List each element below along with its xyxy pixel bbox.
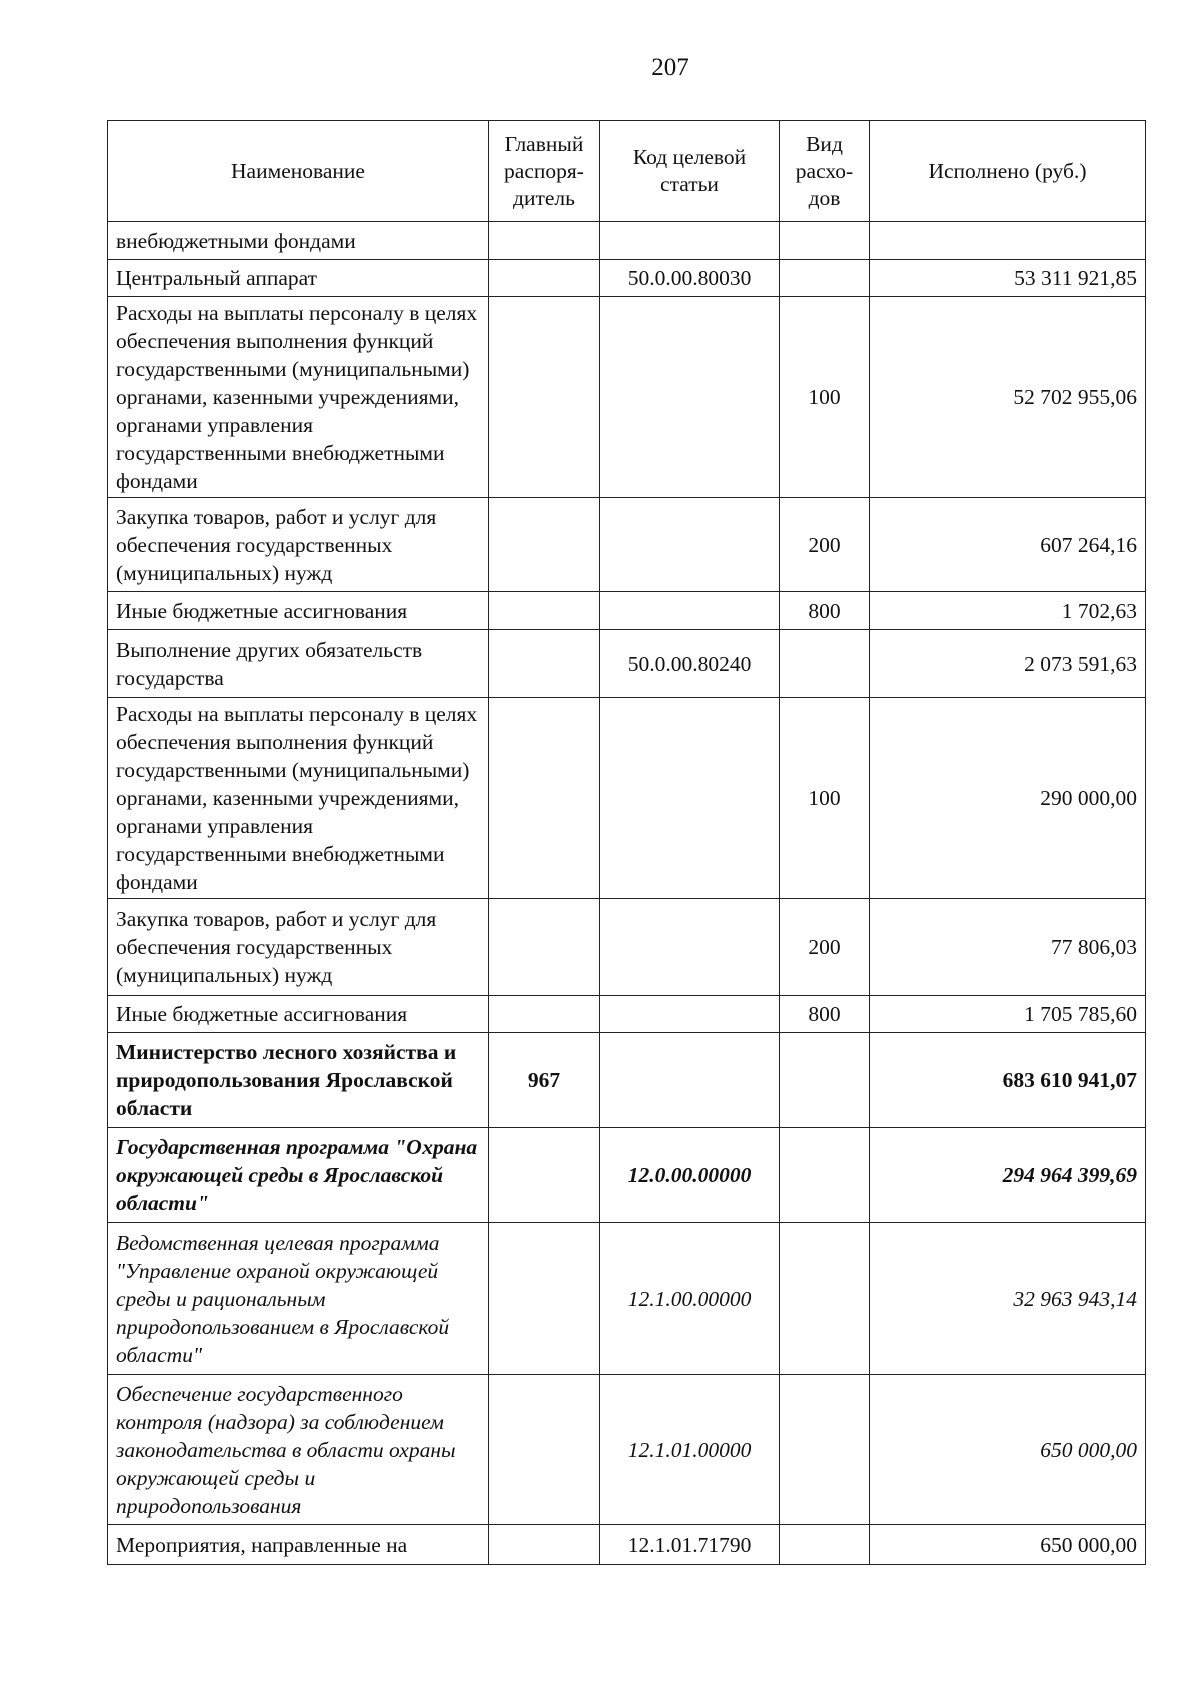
cell-amount: 650 000,00 [870, 1375, 1146, 1525]
budget-table [107, 120, 1146, 1565]
table-row [108, 630, 1146, 698]
cell-type: 100 [780, 297, 870, 498]
cell-name: Ведомственная целевая программа "Управление охраной окружающей среды и рациональным природопользованием в Ярославской области" [108, 1223, 489, 1375]
table-row [108, 297, 1146, 498]
cell-type [780, 630, 870, 698]
cell-type [780, 260, 870, 297]
header-chief: Главный распоря-дитель [489, 121, 600, 222]
cell-chief [489, 899, 600, 996]
cell-amount: 294 964 399,69 [870, 1128, 1146, 1223]
header-code: Код целевой статьи [600, 121, 780, 222]
table-row [108, 1033, 1146, 1128]
cell-type: 800 [780, 592, 870, 630]
cell-amount: 52 702 955,06 [870, 297, 1146, 498]
cell-amount: 2 073 591,63 [870, 630, 1146, 698]
table-row [108, 1375, 1146, 1525]
cell-type [780, 1375, 870, 1525]
cell-type [780, 1525, 870, 1565]
cell-chief [489, 698, 600, 899]
cell-chief [489, 1525, 600, 1565]
cell-code [600, 1033, 780, 1128]
cell-type: 800 [780, 996, 870, 1033]
cell-code [600, 498, 780, 592]
cell-type: 200 [780, 498, 870, 592]
cell-amount: 77 806,03 [870, 899, 1146, 996]
page-number: 207 [651, 54, 689, 81]
table-row [108, 222, 1146, 260]
cell-code: 50.0.00.80030 [600, 260, 780, 297]
header-amount: Исполнено (руб.) [870, 121, 1146, 222]
table-row [108, 260, 1146, 297]
cell-code: 12.1.01.00000 [600, 1375, 780, 1525]
cell-amount: 290 000,00 [870, 698, 1146, 899]
cell-type [780, 1128, 870, 1223]
cell-amount: 32 963 943,14 [870, 1223, 1146, 1375]
cell-code: 12.1.00.00000 [600, 1223, 780, 1375]
cell-type [780, 1033, 870, 1128]
cell-name: Закупка товаров, работ и услуг для обеспечения государственных (муниципальных) нужд [108, 899, 489, 996]
table-row [108, 698, 1146, 899]
table-row [108, 498, 1146, 592]
cell-amount: 1 705 785,60 [870, 996, 1146, 1033]
cell-name: Центральный аппарат [108, 260, 489, 297]
cell-type: 100 [780, 698, 870, 899]
table-row [108, 592, 1146, 630]
cell-name: Иные бюджетные ассигнования [108, 592, 489, 630]
cell-amount: 683 610 941,07 [870, 1033, 1146, 1128]
cell-name: Выполнение других обязательств государства [108, 630, 489, 698]
cell-code [600, 996, 780, 1033]
table-row [108, 1223, 1146, 1375]
cell-amount: 53 311 921,85 [870, 260, 1146, 297]
cell-chief [489, 222, 600, 260]
cell-chief [489, 498, 600, 592]
cell-type: 200 [780, 899, 870, 996]
cell-name: Иные бюджетные ассигнования [108, 996, 489, 1033]
cell-name: Государственная программа "Охрана окружающей среды в Ярославской области" [108, 1128, 489, 1223]
cell-chief [489, 630, 600, 698]
table-row [108, 899, 1146, 996]
table-row [108, 996, 1146, 1033]
cell-chief [489, 592, 600, 630]
cell-name: Расходы на выплаты персоналу в целях обеспечения выполнения функций государственными (муниципальными) органами, казенными учреждениями, органами управления государственными внебюджетными фондами [108, 698, 489, 899]
cell-amount: 607 264,16 [870, 498, 1146, 592]
cell-amount: 1 702,63 [870, 592, 1146, 630]
cell-type [780, 1223, 870, 1375]
cell-chief [489, 1223, 600, 1375]
cell-code [600, 297, 780, 498]
cell-code: 12.1.01.71790 [600, 1525, 780, 1565]
table-header-row [108, 121, 1146, 222]
cell-code [600, 899, 780, 996]
cell-amount [870, 222, 1146, 260]
cell-chief [489, 260, 600, 297]
cell-name: Министерство лесного хозяйства и природопользования Ярославской области [108, 1033, 489, 1128]
cell-name: Мероприятия, направленные на [108, 1525, 489, 1565]
cell-name: Закупка товаров, работ и услуг для обеспечения государственных (муниципальных) нужд [108, 498, 489, 592]
cell-type [780, 222, 870, 260]
cell-name: Обеспечение государственного контроля (надзора) за соблюдением законодательства в области охраны окружающей среды и природопользования [108, 1375, 489, 1525]
cell-chief [489, 1128, 600, 1223]
cell-code: 12.0.00.00000 [600, 1128, 780, 1223]
table-row [108, 1128, 1146, 1223]
cell-code: 50.0.00.80240 [600, 630, 780, 698]
cell-code [600, 222, 780, 260]
header-type: Вид расхо-дов [780, 121, 870, 222]
cell-chief [489, 1375, 600, 1525]
header-name: Наименование [108, 121, 489, 222]
cell-name: Расходы на выплаты персоналу в целях обеспечения выполнения функций государственными (муниципальными) органами, казенными учреждениями, органами управления государственными внебюджетными фондами [108, 297, 489, 498]
cell-amount: 650 000,00 [870, 1525, 1146, 1565]
cell-code [600, 698, 780, 899]
cell-code [600, 592, 780, 630]
cell-chief [489, 297, 600, 498]
table-body [108, 222, 1146, 1565]
cell-chief: 967 [489, 1033, 600, 1128]
cell-chief [489, 996, 600, 1033]
cell-name: внебюджетными фондами [108, 222, 489, 260]
table-row [108, 1525, 1146, 1565]
